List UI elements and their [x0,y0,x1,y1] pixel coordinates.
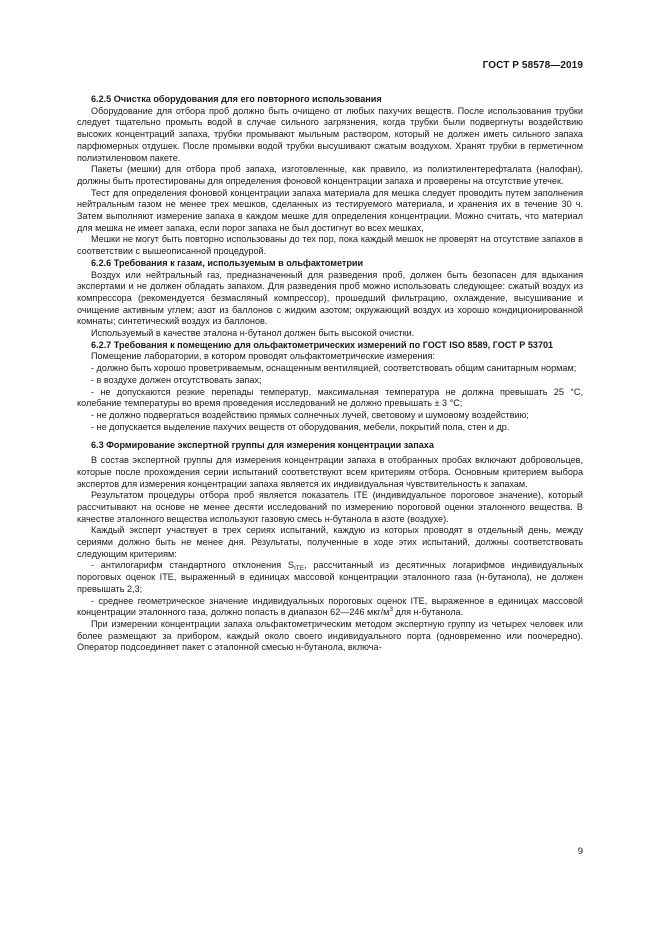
criterion-1-subscript: ITE [293,565,305,573]
paragraph: - в воздухе должен отсутствовать запах; [91,374,262,385]
criterion-1 [77,560,583,595]
section-heading: 6.3 Формирование экспертной группы для измерения концентрации запаха [91,440,434,451]
paragraph: Результатом процедуры отбора проб является показатель ITE (индивидуальное пороговое значение), который рассчитывают на основе не менее десяти исследований по измерению пороговой оценки эталонного вещества. В качестве эталонного вещества используют газовую смесь н-бутанола в азоте (воздухе). [77,490,583,524]
paragraph: Тест для определения фоновой концентрации запаха материала для мешка следует проводить путем заполнения нейтральным газом не менее трех мешков, сделанных из тестируемого материала, и хранения их в течение 30 ч. Затем выполняют измерение запаха в каждом мешке для определения концентрации. Можно считать, что материал для мешка не имеет запаха, если порог запаха не был достигнут во всех мешках, [77,187,583,233]
page-number: 9 [577,846,583,857]
paragraph: - не должно подвергаться воздействию прямых солнечных лучей, световому и шумовому воздействию; [91,409,529,420]
page-body [77,94,583,654]
paragraph: Воздух или нейтральный газ, предназначенный для разведения проб, должен быть безопасен для вдыхания экспертами и не должен обладать запахом. Для разведения проб можно использовать следующее: сжатый воздух из компрессора (рекомендуется безмасляный компрессор), прошедший фильтрацию, охлаждение, высушивание и очищение активным углем; азот из баллонов с жидким азотом; окружающий воздух из хорошо кондиционированной комнаты; синтетический воздух из баллонов. [77,269,583,327]
paragraph: Оборудование для отбора проб должно быть очищено от любых пахучих веществ. После использования трубки следует тщательно промыть водой в случае сильного загрязнения, когда трубки были подвергнуты воздействию высоких концентраций запаха, трубки промывают мыльным раствором, который не должен иметь сильного запаха парфюмерных отдушек. После промывки водой трубки высушивают сжатым воздухом. Хранят трубки в герметичном полиэтиленовом пакете. [77,105,583,163]
paragraph: Используемый в качестве эталона н-бутанол должен быть высокой очистки. [91,328,415,339]
criterion-1-text-start: - антилогарифм стандартного отклонения S [91,560,294,571]
final-paragraph: При измерении концентрации запаха ольфактометрическим методом экспертную группу из четырех человек или более размещают за прибором, каждый около своего индивидуального порта (одновременно или поочередно). Оператор подсоединяет пакет с эталонной смесью н-бутанола, включа- [77,618,583,653]
document-code: ГОСТ Р 58578—2019 [482,60,583,71]
paragraph: Мешки не могут быть повторно использованы до тех пор, пока каждый мешок не проверят на отсутствие запахов в соответствии с вышеописанной процедурой. [77,234,583,257]
paragraph: - не допускается выделение пахучих веществ от оборудования, мебели, покрытий пола, стен и др. [91,421,510,432]
section-heading: 6.2.7 Требования к помещению для ольфактометрических измерений по ГОСТ ISO 8589, ГОСТ Р 53701 [91,339,554,350]
section-heading: 6.2.6 Требования к газам, используемым в ольфактометрии [91,257,364,268]
paragraph: - должно быть хорошо проветриваемым, оснащенным вентиляцией, соответствовать общим санитарным нормам; [91,363,577,374]
criterion-1-text-end: , рассчитанный из десятичных логарифмов индивидуальных пороговых оценок ITE, выраженный в единицах массовой концентрации эталонного газа (н-бутанола), не должен превышать 2,3; [77,560,583,594]
paragraph: Помещение лаборатории, в котором проводят ольфактометрические измерения: [91,351,435,362]
criterion-2-text-end: для н-бутанола. [393,607,464,618]
criterion-2 [77,596,583,619]
paragraph: В состав экспертной группы для измерения концентрации запаха в отобранных пробах включают добровольцев, которые после прохождения серии испытаний соответствуют всем критериям отбора. Основным критерием выбора экспертов для измерения концентрации запаха является их индивидуальная чувствительность к запахам. [77,455,583,489]
sections-container [77,94,583,560]
paragraph: - не допускаются резкие перепады температур, максимальная температура не должна превышать 25 °С, колебание температуры во время проведения исследований не должно превышать ± 3 °С; [77,386,583,409]
section-heading: 6.2.5 Очистка оборудования для его повторного использования [91,94,382,104]
paragraph: Пакеты (мешки) для отбора проб запаха, изготовленные, как правило, из полиэтилентерефталата (налофан), должны быть протестированы для определения фоновой концентрации запаха и проверены на отсутствие утечек. [77,164,583,186]
paragraph: Каждый эксперт участвует в трех сериях испытаний, каждую из которых проводят в отдельный день, между сериями должно быть не менее дня. Результаты, полученные в ходе этих испытаний, должны соответствовать следующим критериям: [77,525,583,559]
criterion-2-superscript: 3 [389,606,394,614]
criterion-2-text-start: - среднее геометрическое значение индивидуальных пороговых оценок ITE, выраженное в единицах массовой концентрации эталонного газа, должно попасть в диапазон 62—246 мкг/м [77,595,583,618]
